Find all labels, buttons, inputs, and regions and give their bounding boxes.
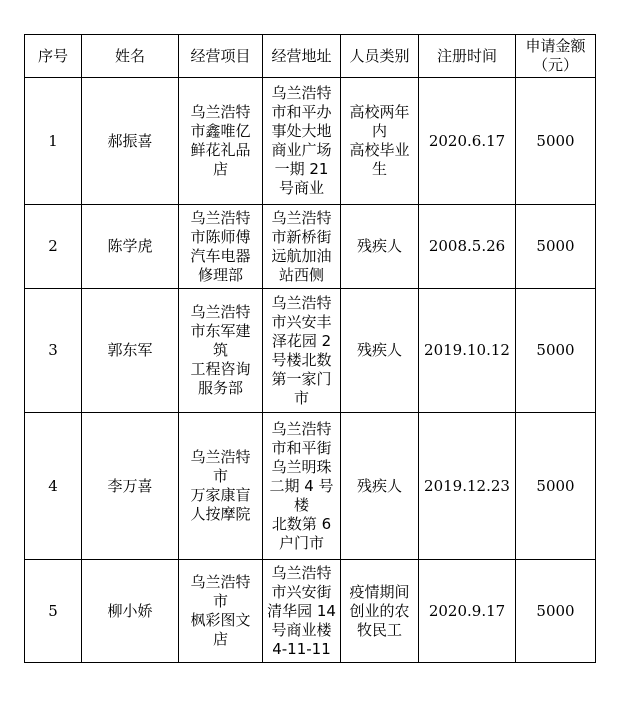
header-business: 经营项目 [179,35,263,78]
header-reg-date: 注册时间 [419,35,516,78]
cell-name: 陈学虎 [82,205,179,289]
cell-address: 乌兰浩特 市兴安丰 泽花园 2 号楼北数 第一家门 市 [263,289,341,413]
cell-address: 乌兰浩特 市和平街 乌兰明珠 二期 4 号 楼 北数第 6 户门市 [263,413,341,560]
cell-amount: 5000 [516,289,596,413]
cell-category: 高校两年 内 高校毕业 生 [341,78,419,205]
table-row [25,289,596,413]
table-row [25,78,596,205]
cell-address: 乌兰浩特 市新桥街 远航加油 站西侧 [263,205,341,289]
cell-category: 残疾人 [341,205,419,289]
cell-business: 乌兰浩特 市 万家康盲 人按摩院 [179,413,263,560]
cell-seq: 4 [25,413,82,560]
table-row [25,205,596,289]
cell-business: 乌兰浩特 市陈师傅 汽车电器 修理部 [179,205,263,289]
cell-amount: 5000 [516,560,596,663]
cell-name: 柳小娇 [82,560,179,663]
cell-business: 乌兰浩特 市 枫彩图文 店 [179,560,263,663]
cell-category: 残疾人 [341,289,419,413]
cell-name: 李万喜 [82,413,179,560]
cell-seq: 2 [25,205,82,289]
cell-reg-date: 2020.6.17 [419,78,516,205]
table-row [25,560,596,663]
cell-seq: 1 [25,78,82,205]
cell-business: 乌兰浩特 市东军建 筑 工程咨询 服务部 [179,289,263,413]
cell-seq: 5 [25,560,82,663]
cell-category: 疫情期间 创业的农 牧民工 [341,560,419,663]
cell-name: 郭东军 [82,289,179,413]
header-address: 经营地址 [263,35,341,78]
header-row [25,35,596,78]
cell-reg-date: 2019.12.23 [419,413,516,560]
cell-amount: 5000 [516,413,596,560]
cell-name: 郝振喜 [82,78,179,205]
header-category: 人员类别 [341,35,419,78]
cell-reg-date: 2020.9.17 [419,560,516,663]
header-amount: 申请金额 （元） [516,35,596,78]
header-name: 姓名 [82,35,179,78]
header-seq: 序号 [25,35,82,78]
cell-reg-date: 2019.10.12 [419,289,516,413]
cell-reg-date: 2008.5.26 [419,205,516,289]
cell-address: 乌兰浩特 市兴安街 清华园 14 号商业楼 4-11-11 [263,560,341,663]
cell-seq: 3 [25,289,82,413]
table-row [25,413,596,560]
cell-business: 乌兰浩特 市鑫唯亿 鲜花礼品 店 [179,78,263,205]
cell-amount: 5000 [516,78,596,205]
cell-address: 乌兰浩特 市和平办 事处大地 商业广场 一期 21 号商业 [263,78,341,205]
cell-amount: 5000 [516,205,596,289]
cell-category: 残疾人 [341,413,419,560]
applicant-table [24,34,596,663]
